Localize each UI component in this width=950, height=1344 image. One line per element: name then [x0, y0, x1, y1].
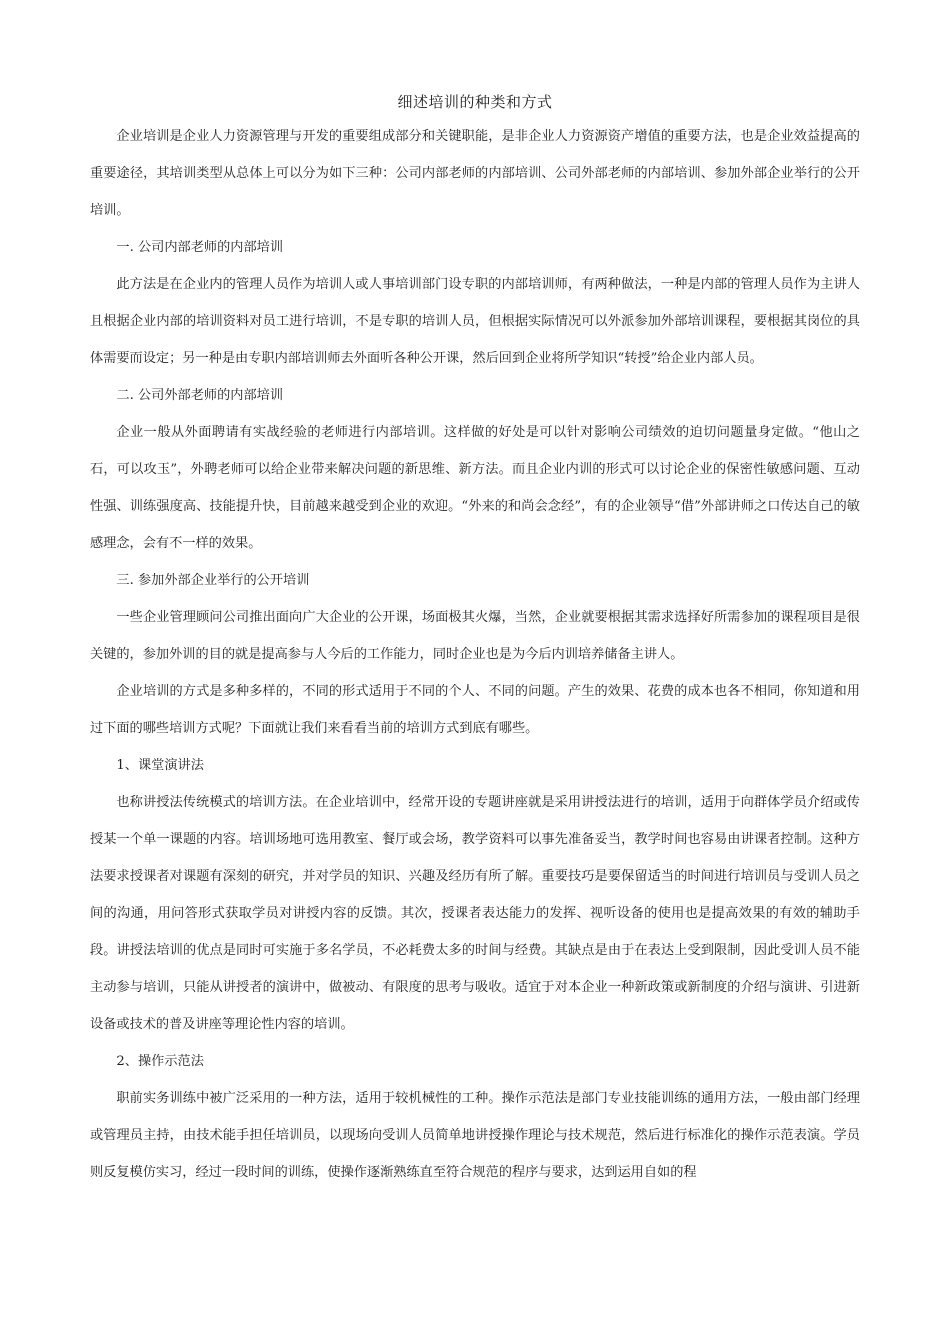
methods-intro-paragraph: 企业培训的方式是多种多样的，不同的形式适用于不同的个人、不同的问题。产生的效果、花费的成本也各不相同，你知道和用过下面的哪些培训方式呢？下面就让我们来看看当前的培训方式到底有哪些。	[90, 684, 860, 736]
method-2-heading: 2、操作示范法	[116, 1054, 204, 1069]
method-1-heading: 1、课堂演讲法	[116, 758, 204, 773]
method-1-paragraph: 也称讲授法传统模式的培训方法。在企业培训中，经常开设的专题讲座就是采用讲授法进行的培训，适用于向群体学员介绍或传授某一个单一课题的内容。培训场地可选用教室、餐厅或会场，教学资料可以事先准备妥当，教学时间也容易由讲课者控制。这种方法要求授课者对课题有深刻的研究，并对学员的知识、兴趣及经历有所了解。重要技巧是要保留适当的时间进行培训员与受训人员之间的沟通，用问答形式获取学员对讲授内容的反馈。其次，授课者表达能力的发挥、视听设备的使用也是提高效果的有效的辅助手段。讲授法培训的优点是同时可实施于多名学员，不必耗费太多的时间与经费。其缺点是由于在表达上受到限制，因此受训人员不能主动参与培训，只能从讲授者的演讲中，做被动、有限度的思考与吸收。适宜于对本企业一种新政策或新制度的介绍与演讲、引进新设备或技术的普及讲座等理论性内容的培训。	[90, 795, 860, 1032]
method-2-paragraph: 职前实务训练中被广泛采用的一种方法，适用于较机械性的工种。操作示范法是部门专业技能训练的通用方法，一般由部门经理或管理员主持，由技术能手担任培训员，以现场向受训人员简单地讲授操作理论与技术规范，然后进行标准化的操作示范表演。学员则反复模仿实习，经过一段时间的训练，使操作逐渐熟练直至符合规范的程序与要求，达到运用自如的程	[90, 1091, 860, 1180]
section-3-heading: 三. 参加外部企业举行的公开培训	[116, 573, 310, 588]
document-page	[90, 92, 860, 1191]
section-1-heading: 一. 公司内部老师的内部培训	[116, 240, 284, 255]
section-2-heading: 二. 公司外部老师的内部培训	[116, 388, 284, 403]
intro-paragraph: 企业培训是企业人力资源管理与开发的重要组成部分和关键职能，是非企业人力资源资产增值的重要方法，也是企业效益提高的重要途径，其培训类型从总体上可以分为如下三种：公司内部老师的内部培训、公司外部老师的内部培训、参加外部企业举行的公开培训。	[90, 129, 860, 218]
section-3-paragraph: 一些企业管理顾问公司推出面向广大企业的公开课，场面极其火爆，当然，企业就要根据其需求选择好所需参加的课程项目是很关键的，参加外训的目的就是提高参与人今后的工作能力，同时企业也是为今后内训培养储备主讲人。	[90, 610, 860, 662]
document-title: 细述培训的种类和方式	[397, 93, 553, 111]
section-1-paragraph: 此方法是在企业内的管理人员作为培训人或人事培训部门设专职的内部培训师，有两种做法，一种是内部的管理人员作为主讲人且根据企业内部的培训资料对员工进行培训，不是专职的培训人员，但根据实际情况可以外派参加外部培训课程，要根据其岗位的具体需要而设定；另一种是由专职内部培训师去外面听各种公开课，然后回到企业将所学知识“转授”给企业内部人员。	[90, 277, 860, 366]
section-2-paragraph: 企业一般从外面聘请有实战经验的老师进行内部培训。这样做的好处是可以针对影响公司绩效的迫切问题量身定做。“他山之石，可以攻玉”，外聘老师可以给企业带来解决问题的新思维、新方法。而且企业内训的形式可以讨论企业的保密性敏感问题、互动性强、训练强度高、技能提升快，目前越来越受到企业的欢迎。“外来的和尚会念经”，有的企业领导“借”外部讲师之口传达自己的敏感理念，会有不一样的效果。	[90, 425, 860, 551]
